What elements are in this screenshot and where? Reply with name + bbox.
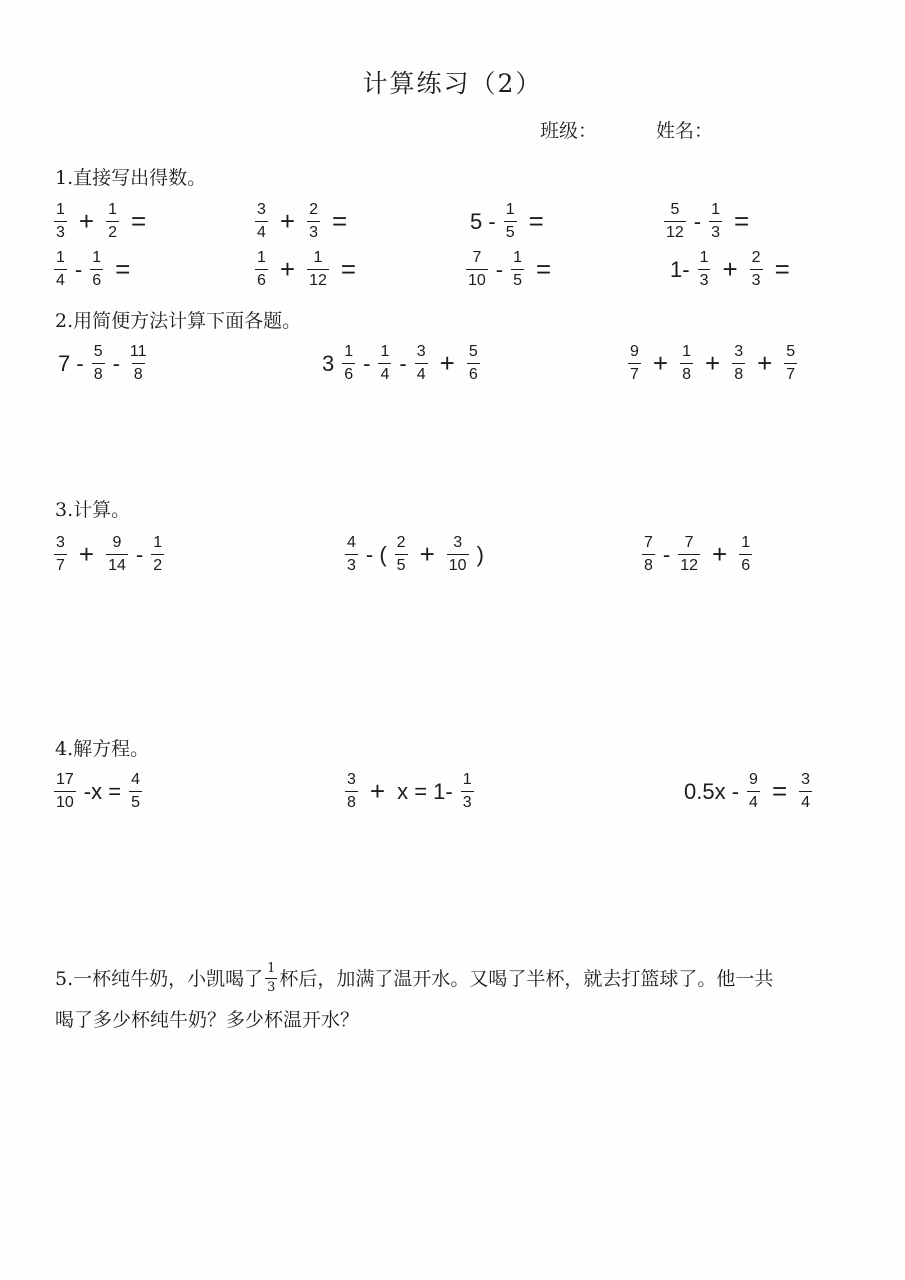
- operator-symbol: =: [536, 254, 552, 284]
- expression-text: -: [135, 541, 144, 567]
- expression-text: ): [476, 541, 484, 567]
- fraction: [461, 771, 474, 812]
- fraction-numerator: 9: [112, 534, 122, 551]
- operator-symbol: =: [340, 254, 357, 284]
- operator-symbol: +: [78, 539, 95, 569]
- fraction: [307, 249, 329, 290]
- operator-symbol: +: [279, 254, 296, 284]
- operator-symbol: +: [78, 206, 95, 236]
- fraction-denominator: 12: [664, 221, 686, 242]
- operator-symbol: +: [419, 539, 435, 569]
- fraction: [54, 249, 67, 290]
- fraction: [504, 201, 517, 242]
- section-4-heading: 4.解方程。: [55, 738, 150, 760]
- word-problem: [55, 962, 773, 1033]
- fraction: [680, 343, 693, 384]
- operator-symbol: +: [652, 348, 669, 378]
- fraction: [784, 343, 797, 384]
- operator-symbol: =: [115, 254, 131, 284]
- fraction-numerator: 1: [699, 249, 709, 266]
- word-problem-line-1: [55, 962, 773, 995]
- section-1-heading: 1.直接写出得数。: [55, 167, 207, 189]
- fraction-denominator: 3: [345, 554, 358, 575]
- operator-symbol: =: [332, 206, 348, 236]
- fraction-denominator: 3: [709, 221, 722, 242]
- fraction: [345, 534, 358, 575]
- operator-symbol: +: [712, 539, 728, 569]
- fraction: [642, 534, 655, 575]
- fraction-denominator: 4: [378, 363, 391, 384]
- operator-symbol: =: [734, 206, 750, 236]
- fraction: [466, 249, 488, 290]
- expression-text: 7 -: [58, 350, 84, 376]
- fraction: [732, 343, 745, 384]
- fraction-denominator: 8: [642, 554, 655, 575]
- fraction-numerator: 2: [396, 534, 406, 551]
- operator-symbol: +: [722, 254, 738, 284]
- fraction: [447, 534, 469, 575]
- class-label: 班级：: [540, 120, 598, 142]
- fraction-numerator: 2: [309, 201, 318, 218]
- problem-1-1: [50, 201, 154, 242]
- fraction-numerator: 9: [749, 771, 758, 788]
- expression-text: 5 -: [470, 208, 496, 234]
- fraction: [395, 534, 408, 575]
- fraction-numerator: 1: [711, 201, 721, 218]
- problem-3-3: [638, 534, 756, 575]
- fraction-denominator: 5: [129, 791, 142, 812]
- word-problem-line-2: 喝了多少杯纯牛奶？多少杯温开水？: [55, 1009, 360, 1031]
- operator-symbol: +: [279, 206, 296, 236]
- fraction-numerator: 17: [56, 771, 74, 788]
- fraction: [90, 249, 103, 290]
- fraction: [467, 343, 480, 384]
- fraction-numerator: 3: [56, 534, 65, 551]
- fraction-denominator: 3: [54, 221, 67, 242]
- fraction-denominator: 10: [447, 554, 469, 575]
- fraction-denominator: 6: [90, 269, 103, 290]
- fraction: [799, 771, 812, 812]
- fraction-numerator: 1: [344, 343, 354, 360]
- fraction-numerator: 1: [505, 201, 515, 218]
- fraction-denominator: 5: [395, 554, 408, 575]
- expression-text: -x =: [83, 778, 122, 804]
- operator-symbol: +: [369, 776, 386, 806]
- fraction-numerator: 7: [684, 534, 694, 551]
- problem-4-1: [50, 771, 146, 812]
- fraction-numerator: 1: [267, 961, 276, 976]
- fraction-numerator: 1: [56, 249, 65, 266]
- operator-symbol: =: [774, 254, 790, 284]
- expression-text: 0.5x -: [684, 778, 740, 804]
- fraction-numerator: 1: [153, 534, 163, 551]
- fraction: [307, 201, 320, 242]
- expression-text: -: [693, 208, 702, 234]
- fraction-numerator: 7: [472, 249, 482, 266]
- fraction-denominator: 5: [511, 269, 524, 290]
- fraction: [342, 343, 355, 384]
- expression-text: 3: [322, 350, 335, 376]
- word-problem-text-b: 杯后，加满了温开水。又喝了半杯，就去打篮球了。他一共: [279, 967, 774, 990]
- problem-1-7: [462, 249, 559, 290]
- word-problem-fraction: [265, 962, 277, 995]
- expression-text: - (: [365, 541, 387, 567]
- fraction-numerator: 3: [734, 343, 744, 360]
- expression-text: -: [399, 350, 407, 376]
- fraction-denominator: 6: [739, 554, 752, 575]
- fraction: [106, 534, 128, 575]
- problem-4-2: [341, 771, 478, 812]
- fraction-numerator: 5: [468, 343, 478, 360]
- fraction-numerator: 1: [108, 201, 117, 218]
- fraction-denominator: 4: [54, 269, 67, 290]
- fraction-denominator: 3: [461, 791, 474, 812]
- operator-symbol: +: [439, 348, 455, 378]
- fraction-numerator: 3: [257, 201, 266, 218]
- fraction: [106, 201, 119, 242]
- fraction-denominator: 6: [342, 363, 355, 384]
- word-problem-text-a: 5.一杯纯牛奶，小凯喝了: [55, 967, 264, 990]
- fraction-numerator: 5: [93, 343, 103, 360]
- fraction: [415, 343, 428, 384]
- operator-symbol: +: [757, 348, 773, 378]
- expression-text: 1-: [670, 256, 690, 282]
- fraction-denominator: 3: [307, 221, 320, 242]
- fraction-denominator: 3: [267, 980, 276, 995]
- expression-text: -: [662, 541, 671, 567]
- problem-3-1: [50, 534, 168, 575]
- fraction: [345, 771, 358, 812]
- fraction-denominator: 7: [628, 363, 641, 384]
- fraction-denominator: 2: [106, 221, 119, 242]
- expression-text: -: [363, 350, 371, 376]
- fraction: [511, 249, 524, 290]
- expression-text: -: [495, 256, 504, 282]
- fraction-denominator: 6: [255, 269, 268, 290]
- fraction: [747, 771, 760, 812]
- fraction-numerator: 4: [131, 771, 140, 788]
- expression-text: -: [112, 350, 120, 376]
- problem-1-2: [251, 201, 355, 242]
- fraction-denominator: 14: [106, 554, 128, 575]
- operator-symbol: +: [705, 348, 721, 378]
- problem-2-2: [318, 343, 484, 384]
- fraction-numerator: 3: [416, 343, 426, 360]
- fraction-numerator: 4: [347, 534, 356, 551]
- fraction: [255, 201, 268, 242]
- fraction: [750, 249, 763, 290]
- fraction-denominator: 12: [678, 554, 700, 575]
- section-2-heading: 2.用简便方法计算下面各题。: [55, 310, 302, 332]
- fraction-denominator: 10: [54, 791, 76, 812]
- section-3-heading: 3.计算。: [55, 499, 131, 521]
- fraction: [698, 249, 711, 290]
- problem-1-4: [660, 201, 757, 242]
- fraction: [628, 343, 641, 384]
- operator-symbol: =: [131, 206, 147, 236]
- fraction: [54, 201, 67, 242]
- problem-1-8: [666, 249, 798, 290]
- fraction: [255, 249, 268, 290]
- problem-4-3: [680, 771, 816, 812]
- fraction: [151, 534, 164, 575]
- fraction-numerator: 1: [92, 249, 102, 266]
- fraction-denominator: 12: [307, 269, 329, 290]
- fraction-denominator: 8: [132, 363, 145, 384]
- fraction-denominator: 8: [345, 791, 358, 812]
- fraction: [54, 771, 76, 812]
- fraction-denominator: 4: [799, 791, 812, 812]
- expression-text: x = 1-: [397, 778, 453, 804]
- fraction-numerator: 1: [380, 343, 390, 360]
- fraction-denominator: 4: [255, 221, 268, 242]
- problem-1-6: [251, 249, 364, 290]
- fraction-denominator: 4: [415, 363, 428, 384]
- fraction-denominator: 7: [54, 554, 67, 575]
- name-label: 姓名：: [656, 120, 714, 142]
- fraction-numerator: 1: [513, 249, 523, 266]
- fraction-denominator: 2: [151, 554, 164, 575]
- fraction: [54, 534, 67, 575]
- fraction-denominator: 7: [784, 363, 797, 384]
- fraction-numerator: 5: [786, 343, 796, 360]
- page-title: 计算练习（2）: [362, 69, 543, 98]
- fraction: [128, 343, 149, 384]
- fraction-denominator: 6: [467, 363, 480, 384]
- fraction-numerator: 9: [630, 343, 639, 360]
- fraction: [678, 534, 700, 575]
- fraction: [709, 201, 722, 242]
- fraction-numerator: 3: [347, 771, 356, 788]
- fraction: [739, 534, 752, 575]
- fraction-numerator: 1: [741, 534, 751, 551]
- fraction-numerator: 3: [453, 534, 463, 551]
- problem-1-5: [50, 249, 138, 290]
- expression-text: -: [74, 256, 83, 282]
- fraction-numerator: 1: [682, 343, 691, 360]
- fraction-denominator: 4: [747, 791, 760, 812]
- fraction-denominator: 8: [732, 363, 745, 384]
- fraction-numerator: 5: [670, 201, 680, 218]
- fraction-denominator: 8: [680, 363, 693, 384]
- fraction: [664, 201, 686, 242]
- fraction-denominator: 3: [698, 269, 711, 290]
- fraction-denominator: 3: [750, 269, 763, 290]
- problem-3-2: [341, 534, 488, 575]
- fraction-denominator: 10: [466, 269, 488, 290]
- fraction: [129, 771, 142, 812]
- operator-symbol: =: [771, 776, 788, 806]
- operator-symbol: =: [528, 206, 544, 236]
- problem-2-3: [624, 343, 801, 384]
- fraction: [92, 343, 105, 384]
- fraction-numerator: 11: [129, 343, 147, 360]
- fraction-denominator: 8: [92, 363, 105, 384]
- fraction-numerator: 1: [462, 771, 472, 788]
- problem-2-1: [54, 343, 153, 384]
- fraction-denominator: 5: [504, 221, 517, 242]
- fraction-numerator: 1: [56, 201, 65, 218]
- fraction-numerator: 7: [644, 534, 653, 551]
- fraction-numerator: 2: [751, 249, 761, 266]
- fraction-numerator: 1: [257, 249, 266, 266]
- problem-1-3: [466, 201, 552, 242]
- fraction-numerator: 3: [801, 771, 811, 788]
- fraction-numerator: 1: [313, 249, 323, 266]
- fraction: [378, 343, 391, 384]
